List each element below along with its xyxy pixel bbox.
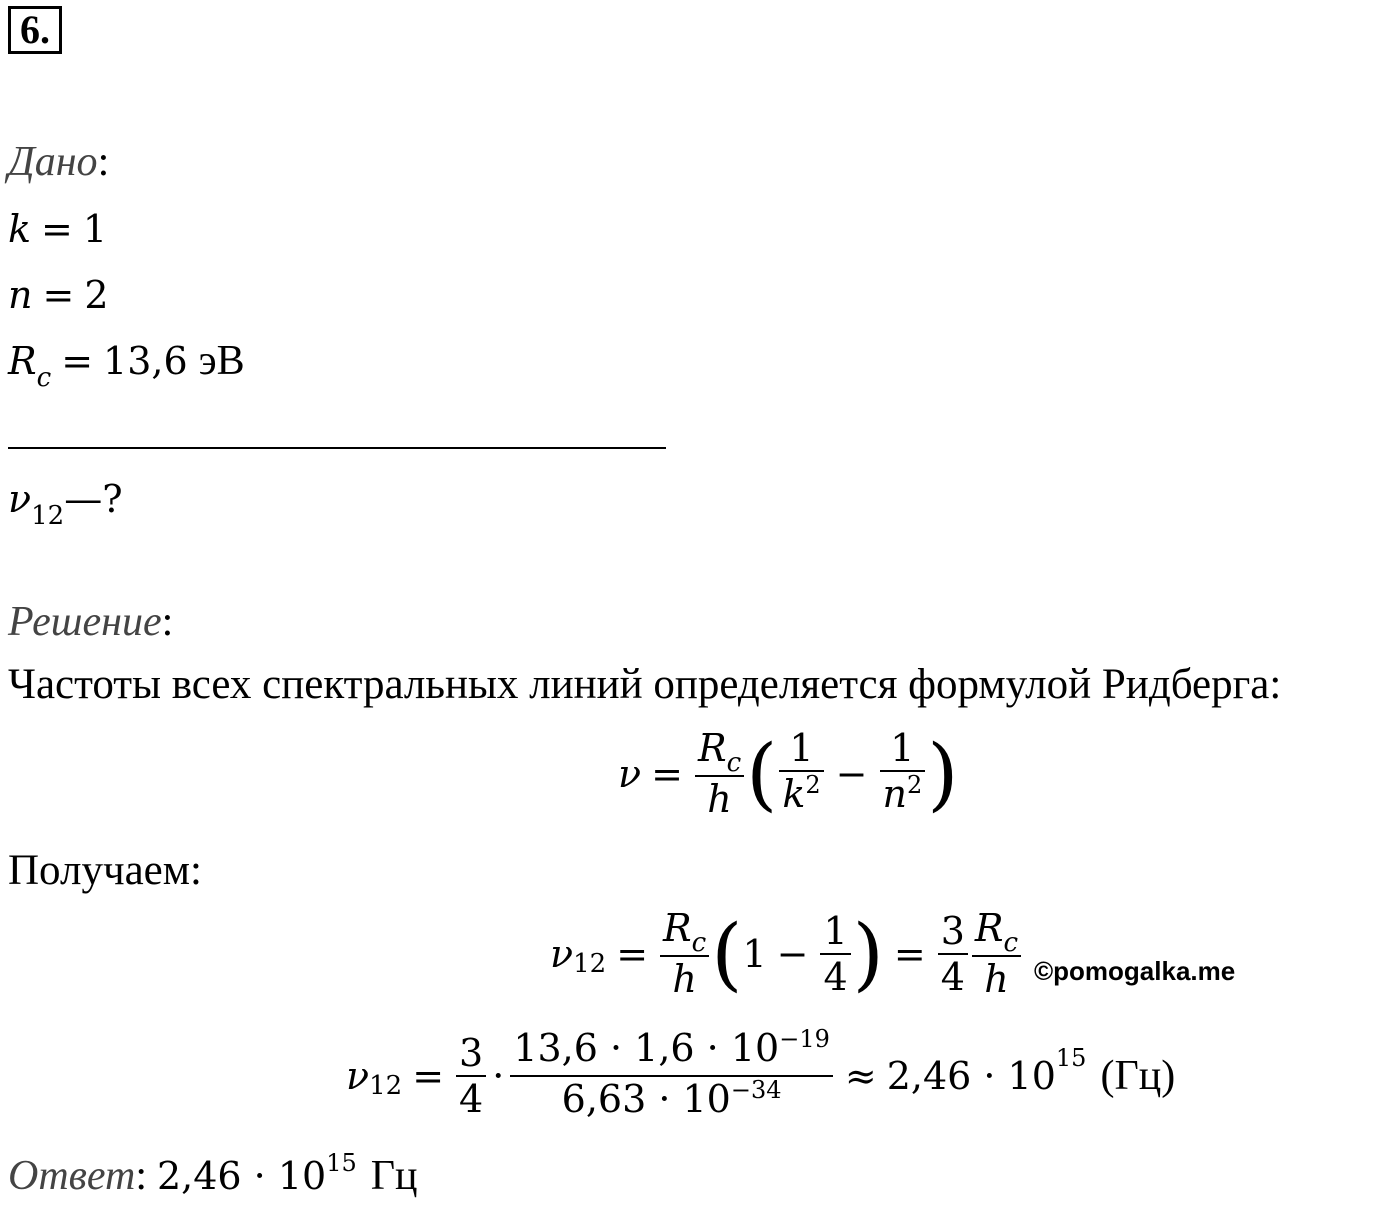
one-over-k2-fraction: $\frac{1}{k^2}$ xyxy=(779,726,823,821)
get-label: Получаем: xyxy=(8,847,202,894)
given-rc: $R_c = 13,6$ эВ xyxy=(8,338,245,393)
calc-main-fraction xyxy=(510,1026,833,1126)
calc-result-unit: (Гц) xyxy=(1100,1053,1176,1099)
calc-denominator: 6,63 · 10 xyxy=(561,1077,731,1121)
rydberg-formula: ν = $\frac{R_c}{h}$ ( $\frac{1}{k^2}$ − $\frac{1}{n^2}$ ) xyxy=(618,726,959,821)
calc-four: 4 xyxy=(459,1077,484,1121)
nu12-formula: ν 12 = $\frac{R_c}{h}$ ( 1 − $\frac{1}{4}$ ) = $\frac{3}{4}$ $\frac{R_c}{h}$ xyxy=(550,906,1023,1001)
calc-three: 3 xyxy=(459,1031,484,1075)
given-heading-text: Дано xyxy=(8,139,98,185)
given-n-value: 2 xyxy=(84,273,109,317)
calc-result: 2,46 · 10 xyxy=(886,1054,1056,1098)
given-rc-unit: эВ xyxy=(198,338,245,384)
calc-den-exp: −34 xyxy=(730,1076,782,1104)
rc-over-h-fraction: $\frac{R_c}{h}$ xyxy=(695,726,744,821)
given-divider xyxy=(8,447,666,449)
answer-exp: 15 xyxy=(326,1149,357,1177)
calc-approx: ≈ xyxy=(844,1054,877,1098)
watermark: ©pomogalka.me xyxy=(1034,956,1236,986)
rc-over-h-fraction-3: $\frac{R_c}{h}$ xyxy=(972,906,1021,1001)
solution-intro: Частоты всех спектральных линий определяется формулой Ридберга: xyxy=(8,661,1282,708)
solution-heading-text: Решение xyxy=(8,599,162,645)
given-k-value: 1 xyxy=(82,207,108,251)
answer-value: 2,46 · 10 xyxy=(156,1154,327,1198)
rc-over-h-fraction-2: $\frac{R_c}{h}$ xyxy=(660,906,709,1001)
calc-three-quarters xyxy=(456,1031,486,1121)
find-mark: —? xyxy=(64,477,123,521)
calc-result-exp: 15 xyxy=(1055,1044,1087,1072)
numeric-calculation: ν 12 = $\frac{3}{4}$ · $\frac{13,6 \cdot 1,6 \cdot 10^{-19}}{6,63 \cdot 10^{-34}}$ ≈ 2,46 · 10 15 (Гц) xyxy=(346,1026,1175,1126)
answer-line: Ответ: 2,46 · 1015 Гц xyxy=(8,1149,418,1199)
task-number: 6. xyxy=(8,6,62,54)
given-k: k = 1 xyxy=(8,207,108,251)
answer-label: Ответ xyxy=(8,1153,136,1199)
find-quantity: $\nu_{12}—$? xyxy=(8,477,123,531)
three-quarters-fraction: $\frac{3}{4}$ xyxy=(938,909,968,999)
one-over-four-fraction: $\frac{1}{4}$ xyxy=(820,909,850,999)
calc-num-exp: −19 xyxy=(779,1025,830,1053)
calc-numerator: 13,6 · 1,6 · 10 xyxy=(513,1026,780,1070)
given-n: n = 2 xyxy=(8,273,109,317)
answer-unit: Гц xyxy=(370,1153,418,1199)
one-over-n2-fraction: $\frac{1}{n^2}$ xyxy=(880,726,926,821)
solution-heading: Решение: xyxy=(8,599,174,645)
given-heading: Дано: xyxy=(8,139,110,185)
given-rc-value: 13,6 xyxy=(103,339,188,383)
